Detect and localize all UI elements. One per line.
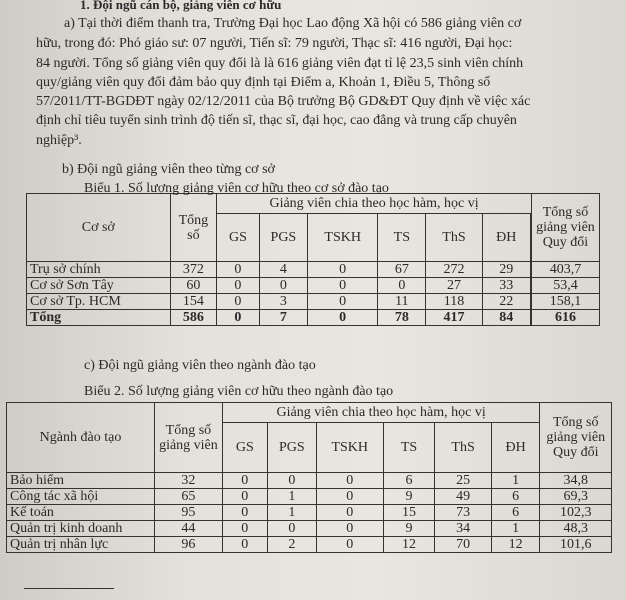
t2-col-dh: ĐH [491, 423, 540, 473]
t2-col-gs: GS [222, 423, 267, 473]
t1-total-row: Tổng 586 0 7 0 78 417 84 616 [27, 310, 600, 326]
table1-caption: Biểu 1. Số lượng giảng viên cơ hữu theo cơ sở đào tạo [84, 181, 389, 196]
t1-row: Cơ sở Sơn Tây 60 0 0 0 0 27 33 53,4 [27, 278, 600, 294]
paragraph-line-3: 84 người. Tổng số giảng viên quy đổi là là 616 giảng viên đạt tỉ lệ 23,5 sinh viên chính [36, 56, 524, 71]
t1-row: Trụ sở chính 372 0 4 0 67 272 29 403,7 [27, 262, 600, 278]
t2-row: Quản trị kinh doanh 44 0 0 0 9 34 1 48,3 [7, 521, 612, 537]
t2-col-ts: TS [383, 423, 435, 473]
paragraph-line-4: quy/giảng viên quy đổi đảm bảo quy định tại Điểm a, Khoản 1, Điều 5, Thông số [36, 75, 491, 90]
table2-caption: Biểu 2. Số lượng giảng viên cơ hữu theo ngành đào tạo [84, 384, 394, 399]
paragraph-line-6: định chỉ tiêu tuyển sinh trình độ tiến sĩ, thạc sĩ, đại học, cao đẳng và trung cấp chuyên [36, 113, 517, 128]
t2-header-tong-so: Tổng số giảng viên [155, 403, 223, 473]
paragraph-line-5: 57/2011/TT-BGDĐT ngày 02/12/2011 của Bộ trưởng Bộ GD&ĐT Quy định về việc xác [36, 94, 531, 109]
subsection-c-heading: c) Đội ngũ giảng viên theo ngành đào tạo [84, 358, 316, 373]
t2-header-group: Giảng viên chia theo học hàm, học vị [222, 403, 540, 423]
t1-col-ts: TS [378, 214, 426, 262]
paragraph-line-1: a) Tại thời điểm thanh tra, Trường Đại học Lao động Xã hội có 586 giảng viên cơ [64, 16, 522, 31]
t1-header-quy-doi: Tổng số giảng viên Quy đổi [531, 194, 599, 262]
t2-col-ths: ThS [435, 423, 491, 473]
t1-col-tskh: TSKH [308, 214, 378, 262]
t1-col-pgs: PGS [259, 214, 307, 262]
t2-header-quy-doi: Tổng số giảng viên Quy đổi [540, 403, 612, 473]
t1-row: Cơ sở Tp. HCM 154 0 3 0 11 118 22 158,1 [27, 294, 600, 310]
table-2 [6, 402, 612, 553]
footnote-divider [24, 588, 114, 589]
t2-row: Công tác xã hội 65 0 1 0 9 49 6 69,3 [7, 489, 612, 505]
t1-header-co-so: Cơ sở [27, 194, 171, 262]
t1-col-dh: ĐH [482, 214, 530, 262]
section-heading: 1. Đội ngũ cán bộ, giảng viên cơ hữu [80, 0, 282, 12]
t1-header-tong-so: Tổng số [170, 194, 217, 262]
paragraph-line-2: hữu, trong đó: Phó giáo sư: 07 người, Tiến sĩ: 79 người, Thạc sĩ: 416 người, Đại học: [36, 36, 513, 51]
t2-row: Bảo hiểm 32 0 0 0 6 25 1 34,8 [7, 473, 612, 489]
t2-row: Kế toán 95 0 1 0 15 73 6 102,3 [7, 505, 612, 521]
t1-col-gs: GS [217, 214, 259, 262]
subsection-b-heading: b) Đội ngũ giảng viên theo từng cơ sở [62, 162, 275, 177]
table-1 [26, 193, 600, 326]
t2-col-pgs: PGS [267, 423, 316, 473]
t2-header-nganh: Ngành đào tạo [7, 403, 155, 473]
t1-header-group: Giảng viên chia theo học hàm, học vị [217, 194, 532, 214]
t2-col-tskh: TSKH [316, 423, 383, 473]
t1-col-ths: ThS [426, 214, 482, 262]
paragraph-line-7: nghiệp³. [36, 133, 82, 148]
t2-row: Quản trị nhân lực 96 0 2 0 12 70 12 101,6 [7, 537, 612, 553]
